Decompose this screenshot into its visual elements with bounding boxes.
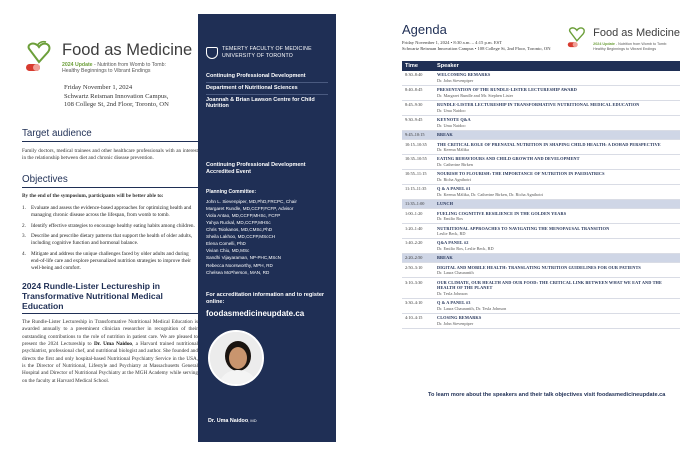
heart-pill-logo-icon (565, 24, 593, 52)
committee-member: Elena Comelli, PhD (206, 241, 246, 247)
session-speaker: Leslie Beck, RD (437, 231, 466, 237)
session-title: WELCOMING REMARKS (437, 72, 491, 78)
agenda-table (402, 61, 680, 329)
session-title: RUNDLE-LISTER LECTURESHIP IN TRANSFORMATIVE NUTRITIONAL MEDICAL EDUCATION (437, 102, 640, 108)
session-title: Q&A PANEL #2 (437, 240, 469, 246)
agenda-row (402, 313, 680, 328)
agenda-session (434, 298, 680, 313)
objective-item: 2. Identify effective strategies to encourage healthy eating habits among children. (22, 222, 195, 229)
agenda-time: 3:30–4:10 (402, 298, 434, 313)
agenda-row (402, 239, 680, 254)
agenda-time: 3:10–3:30 (402, 278, 434, 299)
event-date: Friday November 1, 2024 (64, 84, 133, 91)
agenda-session (434, 224, 680, 239)
agenda-row (402, 85, 680, 100)
objectives-list (22, 205, 198, 273)
session-speaker: Dr. Emilio Ros (437, 216, 463, 222)
crest-icon (206, 47, 218, 59)
session-title: BREAK (437, 132, 453, 138)
session-speaker: Dr. Uma Naidoo (437, 122, 466, 128)
brand-logo (22, 38, 198, 78)
session-speaker: Dr. Richa Agnihotri (437, 176, 472, 182)
session-speaker: Dr. Margaret Rundle and Mr. Stephen Lister (437, 92, 514, 98)
agenda-session (434, 115, 680, 130)
agenda-row (402, 169, 680, 184)
unit-item: Department of Nutritional Sciences (206, 83, 328, 95)
agenda-time: 11:35–1:00 (402, 199, 434, 208)
agenda-row (402, 263, 680, 278)
target-audience-heading: Target audience (22, 128, 198, 142)
agenda-time: 8:40–8:45 (402, 85, 434, 100)
agenda-break-row (402, 254, 680, 263)
agenda-break-row (402, 130, 680, 139)
objectives-intro: By the end of the symposium, participants will be better able to: (22, 193, 164, 200)
committee-member: Vivian Chiu, MD,MSc (206, 248, 250, 254)
session-speaker: Dr. Laura Chaurantih (437, 270, 474, 276)
agenda-row (402, 71, 680, 85)
agenda-time: 2:50–3:10 (402, 263, 434, 278)
accredited-label: Continuing Professional Development Accredited Event (206, 162, 306, 176)
session-speaker: Dr. Catherine Birken (437, 162, 473, 168)
session-speaker: Dr. John Sievenpiper (437, 77, 474, 83)
committee-member: Rebecca Noorsworthy, MPH, RD (206, 262, 273, 268)
session-title: NUTRITIONAL APPROACHES TO NAVIGATING THE MENOPAUSAL TRANSITION (437, 225, 610, 231)
agenda-time: 10:15–10:35 (402, 140, 434, 155)
agenda-row (402, 100, 680, 115)
agenda-time: 10:35–10:55 (402, 155, 434, 170)
session-title: CLOSING REMARKS (437, 315, 482, 321)
unit-item: Continuing Professional Development (206, 71, 328, 83)
agenda-title: Agenda (402, 22, 447, 37)
target-audience-text: Family doctors, medical trainees and other healthcare professionals with an interest in the relationship between diet and chronic disease prevention. (22, 147, 198, 162)
event-venue: Schwartz Reisman Innovation Campus, (64, 92, 169, 100)
agenda-row (402, 155, 680, 170)
agenda-session (434, 184, 680, 199)
registration-link[interactable]: foodasmedicineupdate.ca (206, 309, 305, 319)
agenda-col-speaker: Speaker (434, 61, 680, 71)
agenda-row (402, 115, 680, 130)
brand-tagline: 2024 Update - Nutrition from Womb to Tomb: Healthy Beginnings to Vibrant Endings (62, 61, 166, 74)
committee-member: Yahya Ruckal, MD,CCFP,MHSc (206, 219, 271, 225)
agenda-time: 8:45–9:30 (402, 100, 434, 115)
university-name: UNIVERSITY OF TORONTO (222, 52, 293, 59)
heart-pill-logo-icon (22, 38, 62, 78)
session-speaker: Dr. Tesla Johnson (437, 290, 468, 296)
agenda-row (402, 224, 680, 239)
session-title: BREAK (437, 255, 453, 261)
objectives-section (22, 174, 198, 272)
committee-member: John L. Sievenpiper, MD,PhD,FRCPC, Chair (206, 198, 297, 204)
committee-member: Chelsea McPherson, MAN, RD (206, 269, 270, 275)
agenda-time: 1:20–1:40 (402, 224, 434, 239)
agenda-time: 11:15–11:35 (402, 184, 434, 199)
agenda-time: 2:20–2:50 (402, 254, 434, 263)
agenda-meta: Friday November 1, 2024 • 8:30 a.m. – 4:15 p.m. EST Schwartz Reisman Innovation Campus • 108 College St, 2nd Floor, Toronto, ON (402, 40, 551, 52)
session-speaker: Dr. Emilio Ros, Leslie Beck, RD (437, 246, 494, 252)
agenda-time: 1:40–2:20 (402, 239, 434, 254)
unit-item: Joannah & Brian Lawson Centre for Child Nutrition (206, 97, 315, 109)
session-title: Q & A PANEL #1 (437, 186, 471, 192)
agenda-session (434, 239, 680, 254)
agenda-session (434, 254, 680, 263)
objective-item: 3. Describe and prescribe dietary patterns that support the health of older adults, including cognitive function and hormonal balance. (22, 232, 193, 247)
agenda-row (402, 298, 680, 313)
brand-title: Food as Medicine (62, 41, 193, 59)
lectureship-heading: 2024 Rundle-Lister Lectureship in Transformative Nutritional Medical Education (22, 281, 198, 314)
session-title: THE CRITICAL ROLE OF PRENATAL NUTRITION IN SHAPING CHILD HEALTH: A DOHAD PERSPECTIVE (437, 141, 661, 147)
objectives-heading: Objectives (22, 174, 198, 188)
agenda-time: 9:45–10:15 (402, 130, 434, 139)
lectureship-section (22, 281, 198, 385)
objective-item: 4. Mitigate and address the unique challenges faced by older adults and during end-of-life care and explore personalized nutrition strategies to improve their well-being and comfort. (22, 250, 192, 272)
agenda-panel (402, 14, 680, 442)
session-speaker: Dr. Keema Mälika, Dr. Catherine Birken, Dr. Richa Agnihotri (437, 191, 544, 197)
event-info (64, 84, 198, 110)
session-title: EATING BEHAVIOURS AND CHILD GROWTH AND DEVELOPMENT (437, 156, 580, 162)
session-speaker: Dr. Laura Chaurantih, Dr. Tesla Johnson (437, 305, 507, 311)
agenda-row (402, 209, 680, 224)
session-title: OUR CLIMATE, OUR HEALTH AND OUR FOOD: THE CRITICAL LINK BETWEEN WHAT WE EAT AND THE HEALTH OF THE PLANET (437, 279, 662, 291)
brochure-middle-panel (198, 14, 336, 442)
units-list (206, 71, 336, 112)
agenda-session (434, 169, 680, 184)
agenda-time: 10:55–11:15 (402, 169, 434, 184)
agenda-session (434, 263, 680, 278)
session-title: Q & A PANEL #3 (437, 300, 471, 306)
agenda-footer-note: To learn more about the speakers and their talk objectives visit foodasmedicineupdate.ca (428, 392, 666, 398)
agenda-time: 9:30–9:45 (402, 115, 434, 130)
agenda-session (434, 313, 680, 328)
speaker-photo (208, 330, 264, 386)
committee-heading: Planning Committee: (206, 188, 257, 195)
agenda-time: 1:00–1:20 (402, 209, 434, 224)
agenda-row (402, 184, 680, 199)
brochure-left-panel (22, 14, 198, 442)
agenda-session (434, 100, 680, 115)
committee-member: Chris Tsiokanos, MD,CMSc,PhD (206, 227, 273, 233)
session-title: KEYNOTE Q&A (437, 117, 471, 123)
agenda-session (434, 85, 680, 100)
registration-text: For accreditation information and to register online: (206, 291, 325, 306)
event-address: 108 College St, 2nd Floor, Toronto, ON (64, 101, 169, 109)
agenda-time: 8:30–8:40 (402, 71, 434, 85)
agenda-break-row (402, 199, 680, 208)
agenda-time: 4:10–4:15 (402, 313, 434, 328)
objective-item: 1. Evaluate and assess the evidence-based approaches for optimizing health and managing chronic disease across the lifespan, from womb to tomb. (22, 204, 192, 219)
agenda-session (434, 130, 680, 139)
committee-member: Margaret Rundle, MD,CCFP,FCFP, Advisor (206, 205, 294, 211)
target-audience-section (22, 128, 198, 163)
session-title: NOURISH TO FLOURISH: THE IMPORTANCE OF NUTRITION IN PAEDIATRICS (437, 171, 605, 177)
planning-committee (206, 189, 332, 276)
session-speaker: Dr. John Sievenpiper (437, 320, 474, 326)
committee-member: Viola Antao, MD,CCFP,MHSc, FCFP (206, 212, 281, 218)
registration-info (206, 292, 330, 320)
session-speaker: Dr. Keema Mälika (437, 147, 469, 153)
session-title: FUELING COGNITIVE RESILIENCE IN THE GOLDEN YEARS (437, 210, 567, 216)
session-title: LUNCH (437, 201, 454, 207)
session-title: PRESENTATION OF THE RUNDLE-LISTER LECTURESHIP AWARD (437, 87, 577, 93)
agenda-session (434, 71, 680, 85)
committee-member: Sandhi Vijayaraman, NP-PHC,MScN (206, 255, 281, 261)
agenda-session (434, 140, 680, 155)
session-speaker: Dr. Uma Naidoo (437, 107, 466, 113)
faculty-name: TEMERTY FACULTY OF MEDICINE (222, 46, 312, 52)
session-title: DIGITAL AND MOBILE HEALTH: TRANSLATING NUTRITION GUIDELINES FOR OUR PATIENTS (437, 264, 641, 270)
agenda-session (434, 209, 680, 224)
agenda-row (402, 278, 680, 299)
agenda-session (434, 278, 680, 299)
lectureship-text: The Rundle-Lister Lectureship in Transformative Nutritional Medical Education is awarded annually to a preeminent clinician researcher in recognition of their outstanding contributions to the role of nutrition in patient care. We are pleased to present the 2024 Lectureship to Dr. Uma Naidoo, a Harvard trained nutritional psychiatrist, professional chef, and nutritional biologist and author. She founded and directs the first and only hospital-based Nutritional Psychiatry Service in the USA, is the Director of Nutritional, Lifestyle and Psychiatry at Massachusetts General Hospital and Director of Nutritional Psychiatry at the MGH Academy while serving on the faculty at Harvard Medical School. (22, 318, 198, 384)
faculty-logo (206, 46, 336, 59)
agenda-col-time: Time (402, 61, 434, 71)
committee-member: Sheila Lakhoo, MD,CCFP,MScCH (206, 234, 276, 240)
brand-logo-small: Food as Medicine 2024 Update - Nutrition from Womb to Tomb: Healthy Beginnings to Vibrant Endings (565, 24, 680, 52)
speaker-photo-caption: Dr. Uma Naidoo, MD (208, 418, 257, 424)
agenda-row (402, 140, 680, 155)
agenda-session (434, 199, 680, 208)
agenda-session (434, 155, 680, 170)
speaker-portrait-icon (210, 332, 264, 386)
